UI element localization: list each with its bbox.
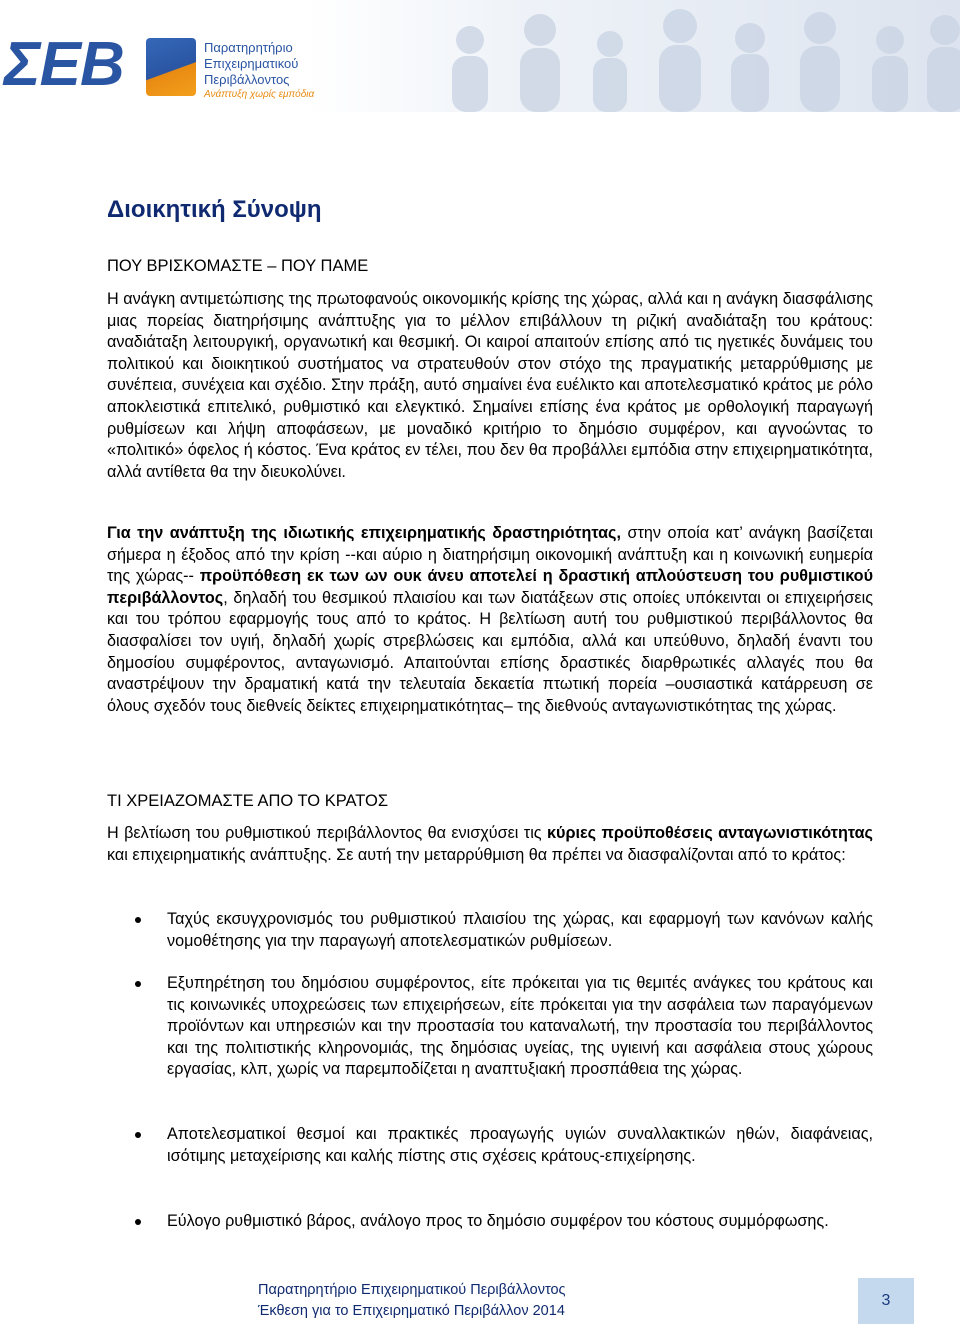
footer-line-2: Έκθεση για το Επιχειρηματικό Περιβάλλον 2014 [258, 1303, 565, 1319]
page-title: Διοικητική Σύνοψη [107, 196, 322, 223]
logo-tagline: Ανάπτυξη χωρίς εμπόδια [204, 89, 315, 100]
bold-private-business: Για την ανάπτυξη της ιδιωτικής επιχειρηματικής δραστηριότητας, [107, 524, 621, 542]
list-item [167, 1211, 873, 1233]
section-heading-what-we-need: ΤΙ ΧΡΕΙΑΖΟΜΑΣΤΕ ΑΠΟ ΤΟ ΚΡΑΤΟΣ [107, 792, 389, 810]
list-item-text: Αποτελεσματικοί θεσμοί και πρακτικές προαγωγής υγιών συναλλακτικών ηθών, διαφάνειας, ισότιμης μεταχείρισης και καλής πίστης στις σχέσεις κράτους-επιχείρησης. [167, 1125, 873, 1165]
footer-line-1: Παρατηρητήριο Επιχειρηματικού Περιβάλλοντος [258, 1282, 566, 1298]
text-regulatory-b: και επιχειρηματικής ανάπτυξης. Σε αυτή την μεταρρύθμιση θα πρέπει να διασφαλίζονται από το κράτος: [107, 845, 846, 864]
list-item [167, 909, 873, 952]
logo-line-3: Περιβάλλοντος [204, 72, 290, 87]
section-heading-where-we-are: ΠΟΥ ΒΡΙΣΚΟΜΑΣΤΕ – ΠΟΥ ΠΑΜΕ [107, 257, 369, 275]
logo-emblem [146, 38, 196, 96]
logo-line-1: Παρατηρητήριο [204, 40, 293, 55]
logo-line-2: Επιχειρηματικού [204, 56, 299, 71]
bullet-icon [135, 1132, 141, 1138]
text-private-business-a: στην οποία κατ’ ανάγκη βασίζεται σήμερα η έξοδος από την κρίση --και αύριο η διατηρήσιμη οικονομική ανάπτυξη και η κοινωνική ευημερία της χώρας-- [107, 524, 873, 586]
list-item-text: Εύλογο ρυθμιστικό βάρος, ανάλογο προς το δημόσιο συμφέρον του κόστους συμμόρφωσης. [167, 1212, 829, 1230]
logo-sev: ΣΕΒ [4, 30, 124, 99]
paragraph-regulatory-improvement [107, 823, 873, 866]
bullet-icon [135, 917, 141, 923]
bullet-icon [135, 981, 141, 987]
list-item [167, 973, 873, 1081]
bullet-icon [135, 1219, 141, 1225]
paragraph-private-business [107, 523, 873, 717]
list-item-text: Εξυπηρέτηση του δημόσιου συμφέροντος, είτε πρόκειται για τις θεμιτές ανάγκες του κράτους και τις κοινωνικές υποχρεώσεις των επιχειρήσεων, είτε πρόκειται για την ασφάλεια των παραγόμενων προϊόντων και υπηρεσιών και την προστασία του καταναλωτή, την προστασία του περιβάλλοντος και της πολιτιστικής κληρονομιάς, της δημόσιας υγείας, της υγιεινή και ασφάλεια στους χώρους εργασίας, κλπ, χωρίς να παρεμποδίζεται η αναπτυξιακή προσπάθεια της χώρας. [167, 974, 873, 1079]
page-number: 3 [858, 1278, 914, 1324]
paragraph-overview: Η ανάγκη αντιμετώπισης της πρωτοφανούς οικονομικής κρίσης της χώρας, αλλά και η ανάγκη διασφάλισης μιας πορείας διατηρήσιμης ανάπτυξης για το μέλλον επιβάλλουν τη ριζική αναδιάταξη του κράτους: αναδιάταξη λειτουργική, οργανωτική και θεσμική. Οι καιροί απαιτούν επίσης από τις ηγετικές δυνάμεις του πολιτικού και διοικητικού συστήματος να στρατευθούν στον στόχο της πραγματικής μεταρρύθμισης με συνέπεια, συνέχεια και σχέδιο. Στην πράξη, αυτό σημαίνει ένα ευέλικτο και αποτελεσματικό κράτος με ρόλο αποκλειστικά επιτελικό, ρυθμιστικό και ελεγκτικό. Σημαίνει επίσης ένα κράτος με ορθολογική παραγωγή ρυθμίσεων και λήψη αποφάσεων, με μοναδικό κριτήριο το δημόσιο συμφέρον, και αγνοώντας το «πολιτικό» όφελος ή κόστος. Ένα κράτος εν τέλει, που δεν θα προβάλλει εμπόδια στην επιχειρηματικότητα, αλλά αντίθετα θα την διευκολύνει. [107, 290, 873, 481]
list-item-text: Ταχύς εκσυγχρονισμός του ρυθμιστικού πλαισίου της χώρας, και εφαρμογή των κανόνων καλής νομοθέτησης για την παραγωγή αποτελεσματικών ρυθμίσεων. [167, 910, 873, 950]
text-private-business-b: , δηλαδή του θεσμικού πλαισίου και των διατάξεων στις οποίες υπόκεινται οι επιχειρήσεις και του τρόπου εφαρμογής τους από το κράτος. Η βελτίωση αυτή του ρυθμιστικού περιβάλλοντος θα διασφαλίσει τον υγιή, δηλαδή χωρίς στρεβλώσεις και εμπόδια, αλλά και υπεύθυνο, δηλαδή έναντι του δημοσίου συμφέροντος, ανταγωνισμό. Απαιτούνται επίσης δραστικές διαρθρωτικές αλλαγές που θα αναστρέψουν την δραματική κατά την τελευταία δεκαετία πτωτική πορεία –ουσιαστικά κατάρρευση σε όλους σχεδόν τους διεθνείς δείκτες επιχειρηματικότητας– της διεθνούς ανταγωνιστικότητας της χώρας. [107, 588, 873, 715]
crowd-silhouette-graphic [400, 0, 960, 112]
text-regulatory-a: Η βελτίωση του ρυθμιστικού περιβάλλοντος θα ενισχύσει τις [107, 824, 547, 842]
page-footer [258, 1280, 566, 1322]
bold-competitiveness: κύριες προϋποθέσεις ανταγωνιστικότητας [547, 824, 873, 842]
list-item [167, 1124, 873, 1167]
bold-precondition: προϋπόθεση εκ των ων ουκ άνευ αποτελεί η δραστική απλούστευση του ρυθμιστικού περιβάλλοντος [107, 567, 873, 607]
logo-wordmark [204, 40, 314, 101]
header-banner [0, 0, 960, 112]
